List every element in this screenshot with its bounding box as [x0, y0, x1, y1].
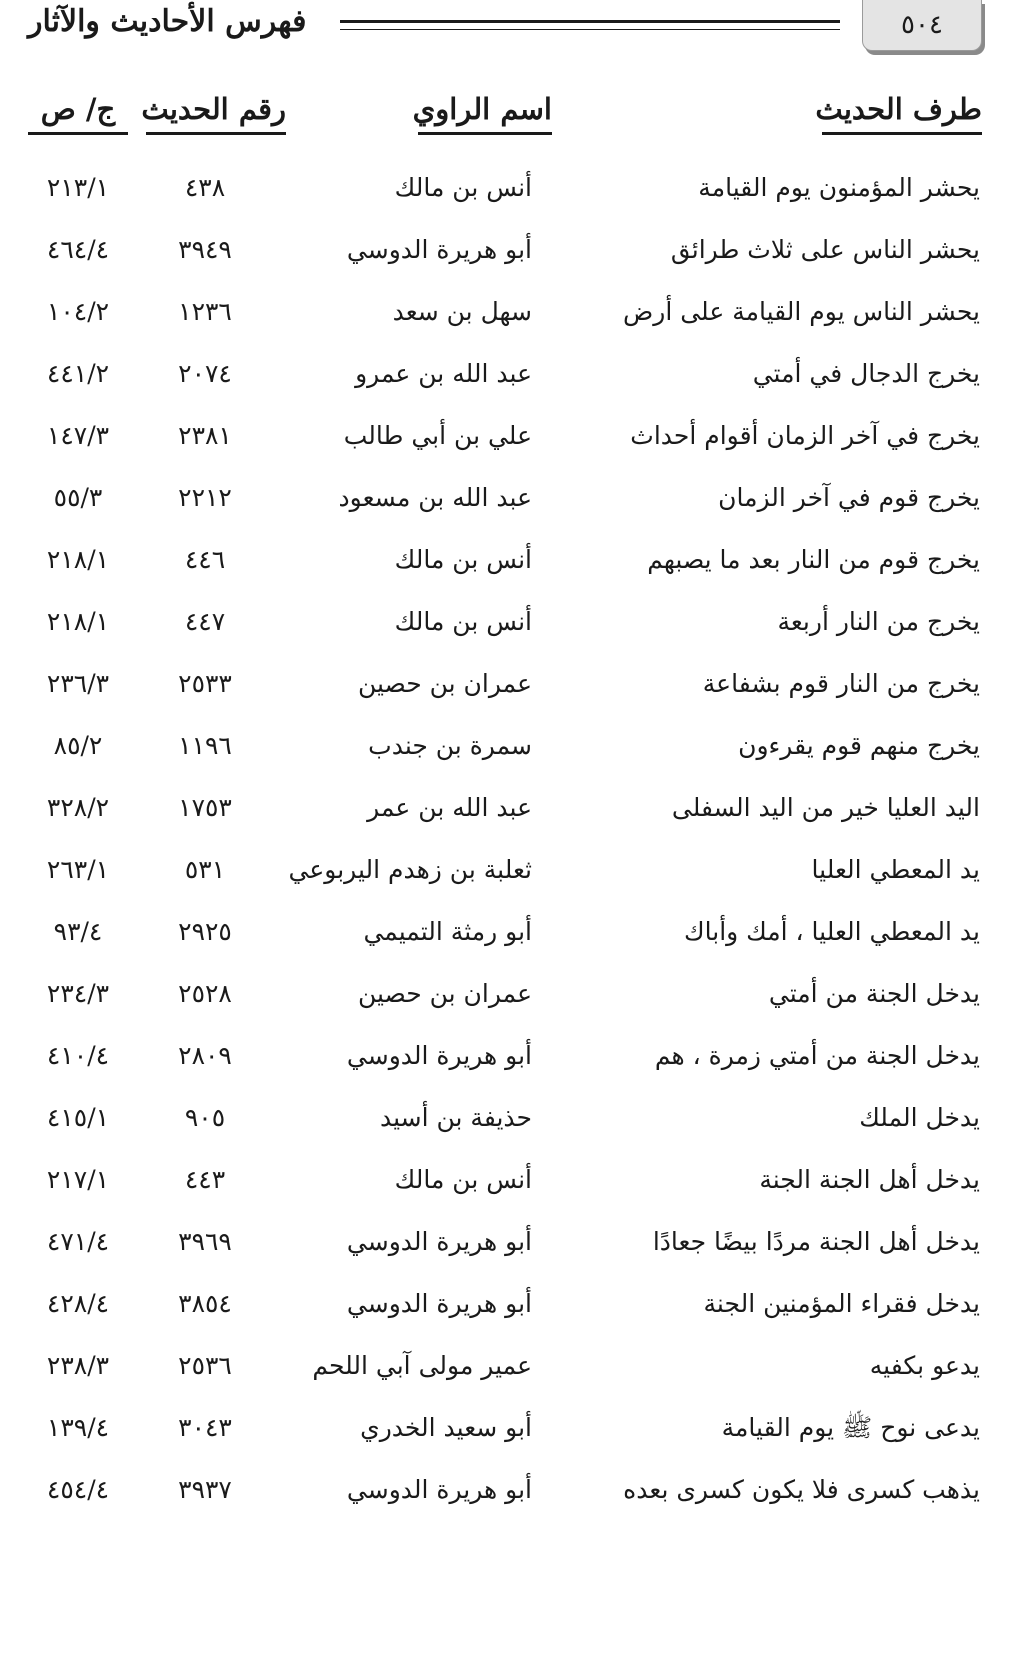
table-row: [0, 344, 1010, 406]
hadith-incipit: يحشر الناس يوم القيامة على أرض: [623, 297, 980, 326]
hadith-number: ٤٤٧: [184, 607, 226, 636]
narrator-name: سمرة بن جندب: [368, 731, 532, 760]
volume-page: ٢٣٤/٣: [46, 979, 110, 1008]
hadith-number: ٩٠٥: [184, 1103, 226, 1132]
hadith-number: ٣٩٦٩: [178, 1227, 232, 1256]
column-headers: [0, 92, 1010, 152]
page-header: [0, 0, 1010, 70]
page-number: ٥٠٤: [901, 10, 943, 40]
narrator-name: أبو هريرة الدوسي: [346, 235, 532, 264]
volume-page: ٢١٨/١: [46, 607, 110, 636]
volume-page: ٢٣٦/٣: [46, 669, 110, 698]
table-row: [0, 406, 1010, 468]
volume-page: ١٤٧/٣: [46, 421, 110, 450]
hadith-incipit: يخرج قوم من النار بعد ما يصبهم: [647, 545, 980, 574]
hadith-incipit: يد المعطي العليا: [811, 855, 980, 884]
hadith-number: ٢٩٢٥: [178, 917, 232, 946]
narrator-name: أبو هريرة الدوسي: [346, 1227, 532, 1256]
narrator-name: عمير مولى آبي اللحم: [312, 1351, 532, 1380]
table-row: [0, 1212, 1010, 1274]
volume-page: ٤١٥/١: [46, 1103, 110, 1132]
index-table: [0, 158, 1010, 1522]
hadith-number: ١٧٥٣: [178, 793, 232, 822]
volume-page: ٤٤١/٢: [46, 359, 110, 388]
hadith-number: ٣٠٤٣: [178, 1413, 232, 1442]
hadith-number: ١١٩٦: [178, 731, 232, 760]
narrator-name: أنس بن مالك: [394, 607, 532, 636]
table-row: [0, 468, 1010, 530]
table-row: [0, 964, 1010, 1026]
volume-page: ١٠٤/٢: [46, 297, 110, 326]
volume-page: ٢١٨/١: [46, 545, 110, 574]
table-row: [0, 592, 1010, 654]
volume-page: ٢١٧/١: [46, 1165, 110, 1194]
volume-page: ٥٥/٣: [53, 483, 103, 512]
volume-page: ٤٧١/٤: [46, 1227, 110, 1256]
hadith-number: ٣٩٤٩: [178, 235, 232, 264]
narrator-name: عبد الله بن مسعود: [338, 483, 532, 512]
hadith-number: ١٢٣٦: [178, 297, 232, 326]
hadith-number: ٥٣١: [184, 855, 226, 884]
hadith-number: ٢٨٠٩: [178, 1041, 232, 1070]
hadith-incipit: يخرج من النار أربعة: [777, 607, 980, 636]
header-rule: [340, 20, 840, 30]
narrator-name: حذيفة بن أسيد: [379, 1103, 532, 1132]
table-row: [0, 220, 1010, 282]
hadith-incipit: يخرج منهم قوم يقرءون: [738, 731, 980, 760]
hadith-incipit: يدخل أهل الجنة مردًا بيضًا جعادًا: [652, 1227, 980, 1256]
narrator-name: أبو هريرة الدوسي: [346, 1475, 532, 1504]
volume-page: ١٣٩/٤: [46, 1413, 110, 1442]
narrator-name: عبد الله بن عمر: [367, 793, 532, 822]
volume-page: ٢٣٨/٣: [46, 1351, 110, 1380]
hadith-incipit: اليد العليا خير من اليد السفلى: [671, 793, 980, 822]
narrator-name: عبد الله بن عمرو: [355, 359, 532, 388]
hadith-incipit: يدعو بكفيه: [869, 1351, 980, 1380]
column-header-rawi: اسم الراوي: [418, 92, 552, 135]
table-row: [0, 1460, 1010, 1522]
narrator-name: أنس بن مالك: [394, 1165, 532, 1194]
volume-page: ٢١٣/١: [46, 173, 110, 202]
hadith-incipit: يدخل الملك: [859, 1103, 980, 1132]
hadith-number: ٤٤٣: [184, 1165, 226, 1194]
volume-page: ٤٢٨/٤: [46, 1289, 110, 1318]
table-row: [0, 1088, 1010, 1150]
table-row: [0, 716, 1010, 778]
table-row: [0, 530, 1010, 592]
volume-page: ٩٣/٤: [53, 917, 103, 946]
hadith-incipit: يخرج في آخر الزمان أقوام أحداث: [630, 421, 980, 450]
table-row: [0, 158, 1010, 220]
column-header-tarf: طرف الحديث: [822, 92, 982, 135]
volume-page: ٢٦٣/١: [46, 855, 110, 884]
column-header-volume-page: ج/ ص: [28, 92, 128, 135]
narrator-name: عمران بن حصين: [357, 979, 532, 1008]
hadith-incipit: يدخل الجنة من أمتي زمرة ، هم: [654, 1041, 980, 1070]
hadith-number: ٤٤٦: [184, 545, 226, 574]
volume-page: ٤٦٤/٤: [46, 235, 110, 264]
table-row: [0, 1398, 1010, 1460]
hadith-number: ٢٣٨١: [178, 421, 232, 450]
hadith-incipit: يحشر الناس على ثلاث طرائق: [670, 235, 980, 264]
hadith-incipit: يحشر المؤمنون يوم القيامة: [698, 173, 980, 202]
volume-page: ٨٥/٢: [53, 731, 103, 760]
page-number-tab: [862, 0, 982, 51]
hadith-number: ٤٣٨: [184, 173, 226, 202]
table-row: [0, 1274, 1010, 1336]
narrator-name: علي بن أبي طالب: [343, 421, 532, 450]
table-row: [0, 1336, 1010, 1398]
hadith-number: ٢٥٣٣: [178, 669, 232, 698]
table-row: [0, 654, 1010, 716]
hadith-incipit: يخرج من النار قوم بشفاعة: [702, 669, 980, 698]
table-row: [0, 282, 1010, 344]
table-row: [0, 902, 1010, 964]
hadith-incipit: يدخل فقراء المؤمنين الجنة: [703, 1289, 980, 1318]
narrator-name: عمران بن حصين: [357, 669, 532, 698]
narrator-name: أنس بن مالك: [394, 173, 532, 202]
narrator-name: أبو هريرة الدوسي: [346, 1289, 532, 1318]
hadith-incipit: يذهب كسرى فلا يكون كسرى بعده: [623, 1475, 980, 1504]
page-title: فهرس الأحاديث والآثار: [28, 4, 307, 39]
narrator-name: ثعلبة بن زهدم اليربوعي: [288, 855, 532, 884]
hadith-incipit: يخرج قوم في آخر الزمان: [718, 483, 980, 512]
volume-page: ٤٥٤/٤: [46, 1475, 110, 1504]
volume-page: ٤١٠/٤: [46, 1041, 110, 1070]
narrator-name: أنس بن مالك: [394, 545, 532, 574]
narrator-name: أبو هريرة الدوسي: [346, 1041, 532, 1070]
hadith-incipit: يدخل أهل الجنة الجنة: [759, 1165, 980, 1194]
hadith-incipit: يد المعطي العليا ، أمك وأباك: [684, 917, 980, 946]
volume-page: ٣٢٨/٢: [46, 793, 110, 822]
hadith-number: ٣٨٥٤: [178, 1289, 232, 1318]
hadith-incipit: يدخل الجنة من أمتي: [768, 979, 980, 1008]
table-row: [0, 1026, 1010, 1088]
narrator-name: أبو رمثة التميمي: [363, 917, 532, 946]
hadith-number: ٢٠٧٤: [178, 359, 232, 388]
column-header-raqm: رقم الحديث: [146, 92, 286, 135]
hadith-number: ٢٥٢٨: [178, 979, 232, 1008]
hadith-number: ٣٩٣٧: [178, 1475, 232, 1504]
narrator-name: سهل بن سعد: [392, 297, 532, 326]
table-row: [0, 778, 1010, 840]
hadith-incipit: يخرج الدجال في أمتي: [752, 359, 980, 388]
narrator-name: أبو سعيد الخدري: [360, 1413, 532, 1442]
table-row: [0, 840, 1010, 902]
table-row: [0, 1150, 1010, 1212]
hadith-number: ٢٢١٢: [178, 483, 232, 512]
hadith-number: ٢٥٣٦: [178, 1351, 232, 1380]
hadith-incipit: يدعى نوح ﷺ يوم القيامة: [721, 1413, 980, 1442]
